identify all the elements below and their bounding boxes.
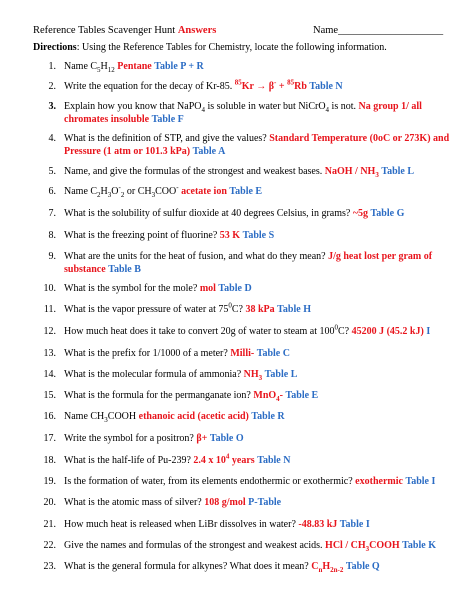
table-reference: Table S <box>242 230 275 241</box>
question-14 <box>30 369 456 382</box>
question-body: How much heat is released when LiBr dissolves in water? -48.83 kJ Table I <box>64 519 370 530</box>
question-1 <box>30 61 456 74</box>
answer: 108 g/mol <box>204 497 246 508</box>
answer: 45200 J (45.2 kJ) <box>351 326 424 337</box>
question-15 <box>30 390 456 403</box>
table-reference: Table A <box>192 145 226 157</box>
question-6 <box>30 183 456 199</box>
question-body: How much heat does it take to convert 20g of water to steam at $100^0C$? 45200 J (45.2 kJ) I <box>64 323 431 337</box>
question-body: What is the solubility of sulfur dioxide at 40 degrees Celsius, in grams? ~5g Table G <box>64 208 405 219</box>
question-20 <box>30 497 456 510</box>
answers-label: Answers <box>177 25 217 36</box>
question-number: 18. <box>43 455 56 466</box>
question-number: 5. <box>48 166 56 177</box>
answer: exothermic <box>355 476 403 487</box>
answer: 53 K <box>219 230 241 241</box>
answer: J/g heat lost per gram of substance <box>64 251 433 275</box>
question-number: 22. <box>43 540 56 551</box>
name-line: Name____________________ <box>313 25 444 36</box>
directions-label: Directions <box>33 42 77 53</box>
answer: $NH_3$ <box>243 369 263 382</box>
question-18 <box>30 452 456 468</box>
question-body: Give the names and formulas of the strongest and weakest acids. HCl / $CH_3COOH$ Table K <box>64 540 436 553</box>
question-body: Write the symbol for a positron? β+ Table O <box>64 433 244 444</box>
table-reference: Table F <box>151 113 184 125</box>
question-number: 15. <box>43 390 56 401</box>
answer: $^{85}$Kr → β- + $^{85}$Rb <box>234 78 307 92</box>
worksheet-title: Reference Tables Scavenger Hunt Answers <box>33 25 217 36</box>
answer: ethanoic acid (acetic acid) <box>138 411 249 422</box>
question-22 <box>30 540 456 553</box>
question-number: 10. <box>43 283 56 294</box>
question-body: What is the formula for the permanganate ion? MnO$_4$- Table E <box>64 390 319 403</box>
table-reference: Table B <box>108 263 141 275</box>
table-reference: Table H <box>277 304 311 315</box>
answer: Standard Temperature (0oC or 273K) and Pressure (1 atm or 101.3 kPa) <box>64 133 450 157</box>
question-number: 7. <box>48 208 56 219</box>
question-number: 16. <box>43 411 56 422</box>
question-number: 2. <box>48 81 56 92</box>
table-reference: Table E <box>285 390 319 401</box>
question-body: What is the prefix for 1/1000 of a meter? Milli- Table C <box>64 348 290 359</box>
question-body: Name, and give the formulas of the strongest and weakest bases. NaOH / $NH_3$ Table L <box>64 166 415 179</box>
question-7 <box>30 208 456 221</box>
table-reference: Table L <box>264 369 298 380</box>
question-16 <box>30 411 456 424</box>
question-number: 23. <box>43 561 56 572</box>
question-number: 13. <box>43 348 56 359</box>
question-10 <box>30 283 456 296</box>
answer: Na group 1/ all chromates insoluble <box>64 101 422 125</box>
table-reference: Table O <box>209 433 244 444</box>
answer: HCl / $CH_3COOH$ <box>325 540 400 553</box>
answer: mol <box>199 283 216 294</box>
question-number: 21. <box>43 519 56 530</box>
table-reference: Table L <box>381 166 415 177</box>
question-2 <box>30 78 456 94</box>
question-body: What is the freezing point of fluorine? 53 K Table S <box>64 230 275 241</box>
answer: acetate ion <box>181 186 227 197</box>
table-reference: Table I <box>339 519 370 530</box>
question-body: Name $C_5H_{12}$ Pentane Table P + R <box>64 61 204 74</box>
question-body: Write the equation for the decay of Kr-85. $^{85}$Kr → β- + $^{85}$Rb Table N <box>64 78 343 92</box>
table-reference: I <box>426 326 431 337</box>
directions <box>33 41 454 54</box>
question-12 <box>30 323 456 339</box>
question-13 <box>30 348 456 361</box>
question-body: What are the units for the heat of fusion, and what do they mean? J/g heat lost per gram of substance Table B <box>64 251 433 275</box>
question-number: 11. <box>43 304 56 315</box>
question-body: What is the atomic mass of silver? 108 g/mol P-Table <box>64 497 282 508</box>
question-number: 14. <box>43 369 56 380</box>
question-4 <box>30 133 456 158</box>
answer: Pentane <box>117 61 152 72</box>
table-reference: Table N <box>309 81 343 92</box>
answer: Milli- <box>230 348 255 359</box>
table-reference: Table C <box>256 348 290 359</box>
question-body: What is the definition of STP, and give the values? Standard Temperature (0oC or 273K) and Pressure (1 atm or 101.3 kPa) Table A <box>64 133 450 157</box>
question-23 <box>30 561 456 574</box>
question-body: What is the general formula for alkynes? What does it mean? $C_nH_{2n-2}$ Table Q <box>64 561 380 574</box>
question-19 <box>30 476 456 489</box>
table-reference: Table N <box>257 455 291 466</box>
table-reference: Table Q <box>345 561 380 572</box>
table-reference: Table D <box>218 283 252 294</box>
question-body: What is the molecular formula of ammonia? $NH_3$ Table L <box>64 369 298 382</box>
answer: β+ <box>196 433 208 444</box>
answer: -48.83 kJ <box>298 519 338 530</box>
question-body: What is the vapor pressure of water at $75^0C$? 38 kPa Table H <box>64 301 311 315</box>
table-reference: Table E <box>229 186 263 197</box>
answer: MnO$_4$- <box>253 390 283 403</box>
question-number: 12. <box>43 326 56 337</box>
question-3 <box>30 101 456 126</box>
question-17 <box>30 433 456 446</box>
question-5 <box>30 166 456 179</box>
question-9 <box>30 251 456 276</box>
question-11 <box>30 301 456 317</box>
question-number: 19. <box>43 476 56 487</box>
question-body: Name $CH_3COOH$ ethanoic acid (acetic acid) Table R <box>64 411 285 424</box>
table-reference: Table I <box>405 476 436 487</box>
question-body: What is the symbol for the mole? mol Table D <box>64 283 252 294</box>
table-reference: P-Table <box>248 497 282 508</box>
answer: $C_nH_{2n-2}$ <box>311 561 344 574</box>
question-number: 17. <box>43 433 56 444</box>
answer: NaOH / $NH_3$ <box>324 166 379 179</box>
question-number: 1. <box>48 61 56 72</box>
table-reference: Table P + R <box>154 61 204 72</box>
question-21 <box>30 519 456 532</box>
question-number: 4. <box>48 133 56 144</box>
table-reference: Table R <box>251 411 285 422</box>
answer: 2.4 x $10^4$ years <box>193 452 255 466</box>
question-body: What is the half-life of Pu-239? 2.4 x $10^4$ years Table N <box>64 452 291 466</box>
question-number: 3. <box>48 101 56 112</box>
question-number: 6. <box>48 186 56 197</box>
question-body: Explain how you know that NaPO$_4$ is soluble in water but NiCrO$_4$ is not. Na group 1/ all chromates insoluble Table F <box>64 101 422 125</box>
table-reference: Table G <box>370 208 405 219</box>
question-body: Name $C_2H_3O^-_2$ or $CH_3COO^-$ acetate ion Table E <box>64 183 263 199</box>
question-8 <box>30 230 456 243</box>
question-number: 20. <box>43 497 56 508</box>
answer: 38 kPa <box>245 304 275 315</box>
table-reference: Table K <box>402 540 436 551</box>
question-body: Is the formation of water, from its elements endothermic or exothermic? exothermic Table I <box>64 476 436 487</box>
question-number: 8. <box>48 230 56 241</box>
question-number: 9. <box>48 251 56 262</box>
answer: ~5g <box>352 208 369 219</box>
directions-text: : Using the Reference Tables for Chemistry, locate the following information. <box>76 42 387 53</box>
